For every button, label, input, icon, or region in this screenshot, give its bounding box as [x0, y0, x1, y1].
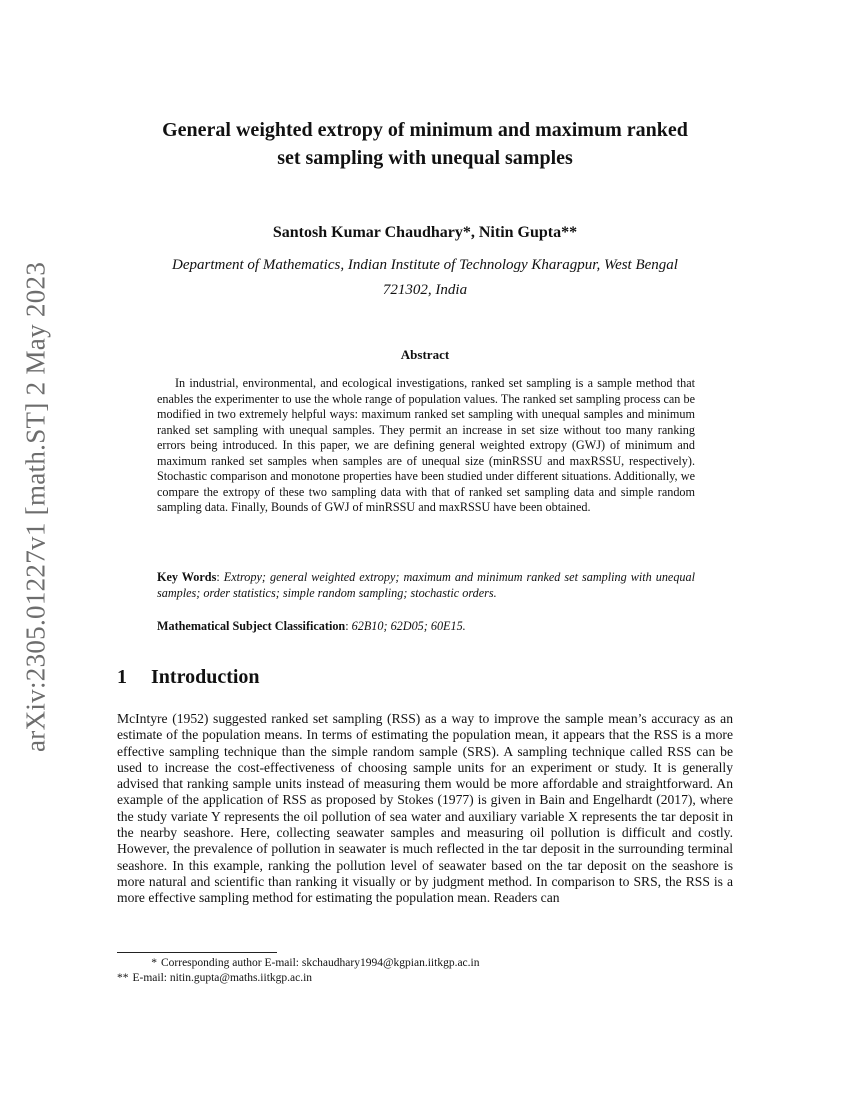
- keywords: Key Words: Extropy; general weighted extropy; maximum and minimum ranked set sampling with unequal samples; order statistics; simple random sampling; stochastic orders.: [157, 570, 696, 600]
- keywords-label: Key Words: [157, 570, 217, 584]
- msc-codes: 62B10; 62D05; 60E15.: [351, 619, 466, 633]
- author-list: Santosh Kumar Chaudhary*, Nitin Gupta**: [272, 224, 578, 241]
- footnote-text: E-mail: nitin.gupta@maths.iitkgp.ac.in: [132, 972, 313, 984]
- affiliation: [117, 253, 733, 303]
- footnote-second-author: [117, 971, 733, 986]
- abstract-heading: Abstract: [400, 347, 450, 362]
- footnote-mark: **: [117, 972, 129, 984]
- introduction-paragraph: McIntyre (1952) suggested ranked set sampling (RSS) as a way to improve the sample mean’s accuracy as an estimate of the population means. In terms of estimating the population mean, it appears that the RSS is a more effective sampling technique than the simple random sample (SRS). A sampling technique called RSS can be used to increase the cost-effectiveness of choosing sample units for an experiment or study. It is generally advised that ranking sample units instead of measuring them would be more affordable and straightforward. An example of the application of RSS as proposed by Stokes (1977) is given in Bain and Engelhardt (2017), where the study variate Y represents the oil pollution of sea water and auxiliary variable X represents the tar deposit in the nearby seashore. Here, collecting seawater samples and measuring oil pollution is difficult and costly. However, the prevalence of pollution in seawater is much reflected in the tar deposit in the surrounding terminal seashore. In this example, ranking the pollution level of seawater based on the tar deposit on the seashore is more natural and scientific than ranking it visually or by judgment method. In comparison to SRS, the RSS is a more effective sampling method for estimating the population mean. Readers can: [117, 711, 733, 906]
- abstract-text: In industrial, environmental, and ecological investigations, ranked set sampling is a sample method that enables the experimenter to use the whole range of population values. The ranked set sampling process can be modified in two extremely helpful ways: maximum ranked set sampling with unequal samples and minimum ranked set sampling with unequal samples. They permit an increase in set size without too many ranking errors being introduced. In this paper, we are defining general weighted extropy (GWJ) of minimum and maximum ranked set samples when samples are of unequal size (minRSSU and maxRSSU, respectively). Stochastic comparison and monotone properties have been studied under different situations. Additionally, we compare the extropy of these two sampling data with that of ranked set sampling data and simple random sampling data. Finally, Bounds of GWJ of minRSSU and maxRSSU have been obtained.: [157, 376, 695, 514]
- arxiv-identifier-stamp: arXiv:2305.01227v1 [math.ST] 2 May 2023: [20, 261, 51, 753]
- paper-title: [117, 116, 733, 172]
- subject-classification: Mathematical Subject Classification: 62B10; 62D05; 60E15.: [157, 619, 466, 633]
- footnote-corresponding-author: [117, 956, 733, 971]
- section-heading-introduction: [117, 666, 733, 689]
- title-line-1: General weighted extropy of minimum and maximum ranked: [162, 119, 688, 141]
- footnote-mark: *: [151, 957, 157, 969]
- footnote-divider: [117, 952, 277, 953]
- affiliation-line-1: Department of Mathematics, Indian Institute of Technology Kharagpur, West Bengal: [172, 257, 678, 273]
- keywords-text: Extropy; general weighted extropy; maximum and minimum ranked set sampling with unequal samples; order statistics; simple random sampling; stochastic orders.: [157, 570, 696, 600]
- msc-label: Mathematical Subject Classification: [157, 619, 346, 633]
- affiliation-line-2: 721302, India: [382, 282, 468, 298]
- section-number: 1: [117, 666, 127, 688]
- title-line-2: set sampling with unequal samples: [277, 147, 573, 169]
- footnotes: [117, 956, 733, 986]
- section-title: Introduction: [151, 666, 260, 688]
- footnote-text: Corresponding author E-mail: skchaudhary1994@kgpian.iitkgp.ac.in: [161, 957, 480, 969]
